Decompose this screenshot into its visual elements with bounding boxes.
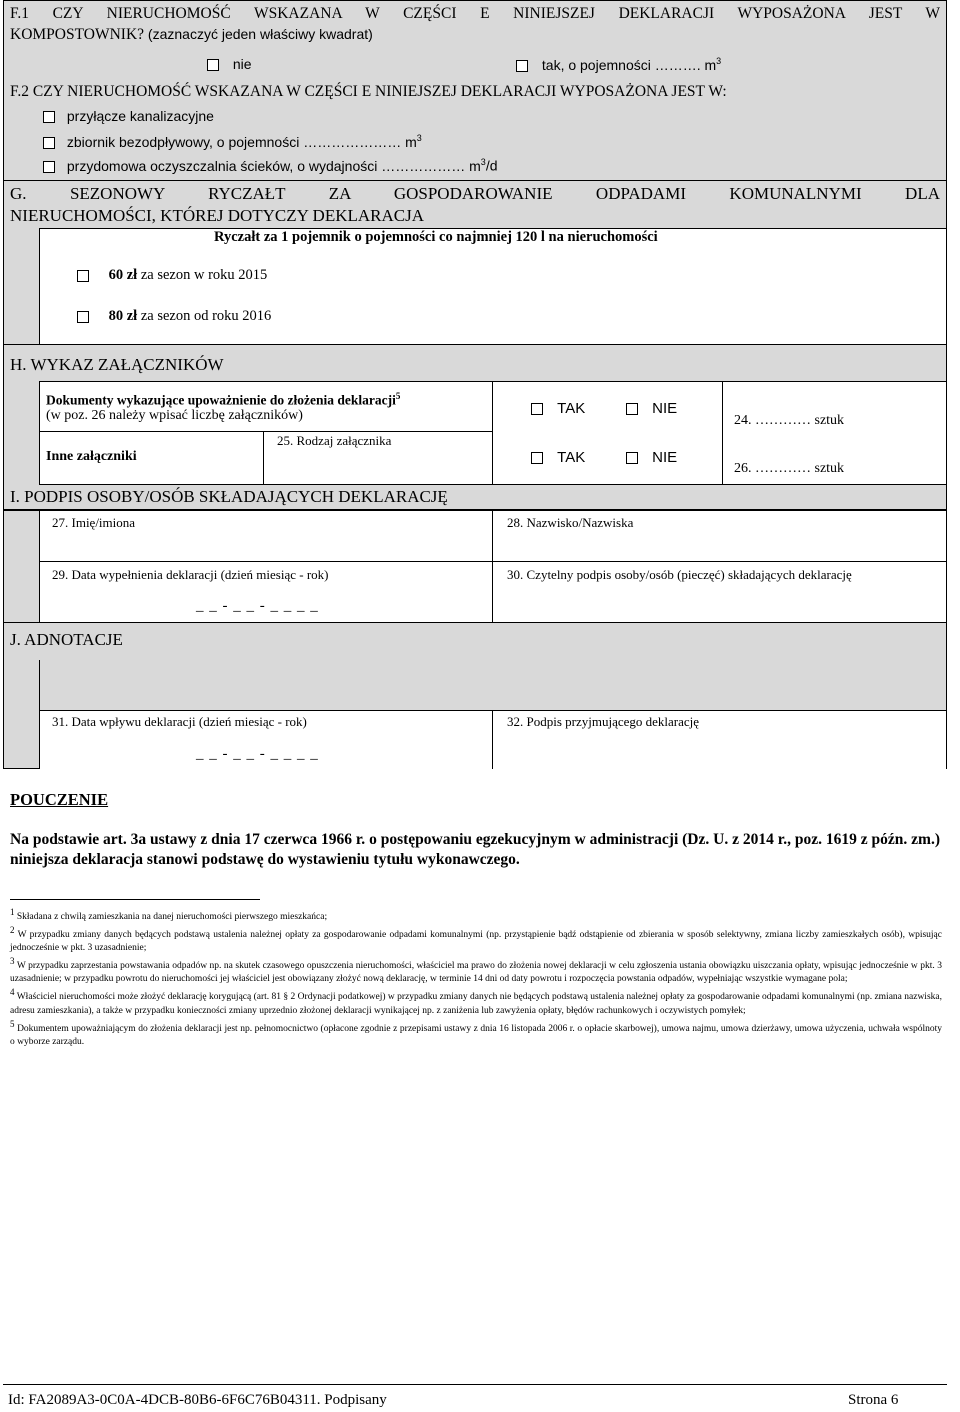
- checkbox[interactable]: [626, 452, 638, 464]
- footnote-item: $^5$ Dokumentem upoważniającym do złożenia deklaracji jest np. pełnomocnictwo (opłacone zgodnie z przepisami ustawy z dnia 16 listopada 2006 r. o opłacie skarbowej), umowa najmu, umowa dzierżawy, umowa użyczenia, uchwała wspólnoty o wyborze zarządu.: [10, 1018, 942, 1047]
- checkbox[interactable]: [77, 270, 89, 282]
- section-g-heading: G. SEZONOWY RYCZAŁT ZA GOSPODAROWANIE ODPADAMI KOMUNALNYMI DLA: [10, 184, 940, 203]
- ryczalt-subheading: Ryczałt za 1 pojemnik o pojemności co najmniej 120 l na nieruchomości: [214, 229, 658, 245]
- section-j-divider: [3, 622, 947, 623]
- field-28-label: 28. Nazwisko/Nazwiska: [507, 515, 634, 530]
- section-h-heading: H. WYKAZ ZAŁĄCZNIKÓW: [10, 355, 224, 374]
- section-g-heading-line2: NIERUCHOMOŚCI, KTÓREJ DOTYCZY DEKLARACJA: [10, 206, 424, 225]
- oczyszczalnia-option[interactable]: przydomowa oczyszczalnia ścieków, o wydajności ……………… $m^3/d$: [43, 157, 498, 174]
- section-f1-heading: F.1 CZY NIERUCHOMOŚĆ WSKAZANA W CZĘŚCI E NINIEJSZEJ DEKLARACJI WYPOSAŻONA JEST W: [10, 5, 940, 22]
- docs-nie-option[interactable]: NIE: [626, 400, 677, 417]
- checkbox[interactable]: [43, 161, 55, 173]
- page-footer-rule: [3, 1384, 947, 1385]
- checkbox[interactable]: [516, 60, 528, 72]
- checkbox[interactable]: [531, 452, 543, 464]
- field-25-label: 25. Rodzaj załącznika: [277, 433, 392, 448]
- docs-label: Dokumenty wykazujące upoważnienie do złożenia deklaracji$^5$: [46, 391, 401, 408]
- footnote-separator: [10, 899, 260, 900]
- attachments-col-divider: [263, 431, 264, 485]
- pouczenie-text: Na podstawie art. 3a ustawy z dnia 17 czerwca 1966 r. o postępowaniu egzekucyjnym w administracji (Dz. U. z 2014 r., poz. 1619 z późn. zm.) niniejsza deklaracja stanowi podstawę do wystawieniu tytułu wykonawczego.: [10, 831, 940, 868]
- footnotes: [10, 906, 942, 1049]
- kompostownik-no-option[interactable]: nie: [207, 56, 252, 72]
- field-30-label: 30. Czytelny podpis osoby/osób (pieczęć) składających deklarację: [507, 567, 852, 582]
- date-mask: _ _ - _ _ - _ _ _ _: [196, 746, 319, 762]
- checkbox[interactable]: [207, 59, 219, 71]
- checkbox[interactable]: [43, 111, 55, 123]
- ryczalt-80-option[interactable]: 80 zł za sezon od roku 2016: [77, 308, 271, 325]
- footnote-item: $^3$ W przypadku zaprzestania powstawania odpadów np. na skutek czasowego opuszczenia nieruchomości, właściciel ma prawo do złożenia nowej deklaracji w celu zgłoszenia ustania obowiązku uiszczania opłaty, wpisując jednocześnie w pkt. 3 uzasadnienie; w przypadku powrotu do nieruchomości jej właściciel jest obowiązany złożyć nową deklarację, w terminie 14 dni od daty powrotu i rozpoczęcia powstania odpadów, wypełniając wszystkie wymagane pola;: [10, 956, 942, 985]
- docs-tak-option[interactable]: TAK: [531, 400, 585, 417]
- footnote-item: $^4$ Właściciel nieruchomości może złożyć deklarację korygującą (art. 81 § 2 Ordynacji podatkowej) w przypadku zmiany danych nie będących podstawą ustalenia należnej opłaty za gospodarowanie odpadami komunalnymi (np. zmiana nazwiska, adresu zamieszkania), a także w przypadku konieczności zmiany uprzednio złożonej deklaracji wynikającej np. z zaniżenia lub zawyżenia opłaty, błędów rachunkowych i oczywistych pomyłek;: [10, 987, 942, 1016]
- kanalizacja-option[interactable]: przyłącze kanalizacyjne: [43, 108, 214, 124]
- kompostownik-yes-option[interactable]: tak, o pojemności ………. $m^3$: [516, 56, 721, 73]
- field-31-label: 31. Data wpływu deklaracji (dzień miesiąc - rok): [52, 714, 307, 729]
- document-id: Id: FA2089A3-0C0A-4DCB-80B6-6F6C76B04311. Podpisany: [8, 1392, 387, 1408]
- attachments-col-divider: [722, 381, 723, 485]
- section-f1-heading-line2: KOMPOSTOWNIK? (zaznaczyć jeden właściwy kwadrat): [10, 26, 373, 43]
- footnote-item: $^2$ W przypadku zmiany danych będących podstawą ustalenia należnej opłaty za gospodarowanie odpadami komunalnymi (np. przystąpienie bądź odstąpienie od zbierania w sposób selektywny, zmiana liczby zamieszkałych osób), wpisując jednocześnie w pkt. 3 uzasadnienie;: [10, 925, 942, 954]
- field-24[interactable]: 24. ………… sztuk: [734, 413, 845, 428]
- field-27-label: 27. Imię/imiona: [52, 515, 136, 530]
- checkbox[interactable]: [531, 403, 543, 415]
- other-nie-option[interactable]: NIE: [626, 449, 677, 466]
- section-j-heading: J. ADNOTACJE: [10, 630, 123, 649]
- section-f2-heading: F.2 CZY NIERUCHOMOŚĆ WSKAZANA W CZĘŚCI E NINIEJSZEJ DEKLARACJI WYPOSAŻONA JEST W:: [10, 83, 727, 100]
- docs-hint: (w poz. 26 należy wpisać liczbę załączników): [46, 408, 303, 423]
- page-number: Strona 6: [848, 1392, 899, 1408]
- field-29-label: 29. Data wypełnienia deklaracji (dzień miesiąc - rok): [52, 567, 329, 582]
- field-32-label: 32. Podpis przyjmującego deklarację: [507, 714, 700, 729]
- attachments-col-divider: [492, 381, 493, 485]
- other-tak-option[interactable]: TAK: [531, 449, 585, 466]
- date-mask: _ _ - _ _ - _ _ _ _: [196, 598, 319, 614]
- pouczenie-heading: POUCZENIE: [10, 790, 109, 809]
- checkbox[interactable]: [43, 137, 55, 149]
- ryczalt-60-option[interactable]: 60 zł za sezon w roku 2015: [77, 267, 267, 284]
- checkbox[interactable]: [626, 403, 638, 415]
- attachments-row-divider: [39, 431, 492, 432]
- other-attachments-label: Inne załączniki: [46, 449, 137, 464]
- field-26[interactable]: 26. ………… sztuk: [734, 461, 845, 476]
- annotations-area[interactable]: [39, 660, 946, 710]
- footnote-item: $^1$ Składana z chwilą zamieszkania na danej nieruchomości pierwszego mieszkańca;: [10, 907, 328, 923]
- section-i-heading: I. PODPIS OSOBY/OSÓB SKŁADAJĄCYCH DEKLARACJĘ: [10, 487, 448, 506]
- zbiornik-option[interactable]: zbiornik bezodpływowy, o pojemności ………………… $m^3$: [43, 133, 422, 150]
- checkbox[interactable]: [77, 311, 89, 323]
